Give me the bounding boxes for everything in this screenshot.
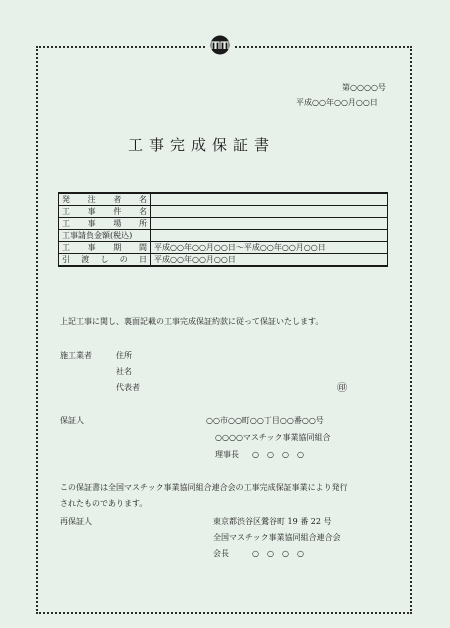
contractor-company-label: 社名 bbox=[116, 367, 132, 376]
guarantor-org: ○○○○マスチック事業協同組合 bbox=[215, 433, 331, 442]
table-row bbox=[59, 206, 388, 218]
reguarantor-heading: 再保証人 bbox=[60, 517, 92, 526]
table-row bbox=[59, 254, 388, 267]
contractor-heading: 施工業者 bbox=[60, 351, 92, 360]
row-label: 工事期間 bbox=[59, 242, 151, 254]
document-date: 平成○○年○○月○○日 bbox=[296, 98, 378, 107]
table-row bbox=[59, 230, 388, 242]
row-label: 発注者名 bbox=[59, 193, 151, 206]
row-label: 引渡しの日 bbox=[59, 254, 151, 267]
row-value: 平成○○年○○月○○日 bbox=[151, 254, 388, 267]
reguarantor-address: 東京都渋谷区鶯谷町 19 番 22 号 bbox=[213, 517, 332, 526]
row-label: 工事場所 bbox=[59, 218, 151, 230]
row-value bbox=[151, 218, 388, 230]
row-label: 工事請負金額(税込) bbox=[59, 230, 151, 242]
reguarantor-chair-label: 会長 bbox=[213, 549, 229, 558]
row-value bbox=[151, 206, 388, 218]
contractor-rep-label: 代表者 bbox=[116, 383, 140, 392]
table-row bbox=[59, 218, 388, 230]
issuance-note-line1: この保証書は全国マスチック事業協同組合連合会の工事完成保証事業により発行 bbox=[60, 483, 348, 492]
row-value: 平成○○年○○月○○日～平成○○年○○月○○日 bbox=[151, 242, 388, 254]
reguarantor-org: 全国マスチック事業協同組合連合会 bbox=[213, 533, 341, 542]
guarantor-address: ○○市○○町○○丁目○○番○○号 bbox=[206, 416, 324, 425]
seal-mark: ㊞ bbox=[337, 383, 347, 394]
table-row bbox=[59, 242, 388, 254]
association-logo bbox=[205, 34, 235, 56]
logo-icon bbox=[206, 35, 234, 55]
contractor-address-label: 住所 bbox=[116, 351, 132, 360]
table-row bbox=[59, 193, 388, 206]
document-number: 第○○○○号 bbox=[342, 83, 386, 92]
contract-info-table bbox=[58, 192, 388, 267]
guarantee-statement: 上記工事に関し、裏面記載の工事完成保証約款に従って保証いたします。 bbox=[60, 317, 324, 326]
row-label: 工事件名 bbox=[59, 206, 151, 218]
page-title: 工事完成保証書 bbox=[128, 136, 276, 154]
reguarantor-chair-name: ○ ○ ○ ○ bbox=[252, 549, 304, 558]
guarantor-chief-name: ○ ○ ○ ○ bbox=[252, 450, 304, 459]
guarantor-chief-label: 理事長 bbox=[215, 450, 239, 459]
dotted-border-frame bbox=[36, 46, 412, 614]
guarantor-heading: 保証人 bbox=[60, 416, 84, 425]
issuance-note-line2: されたものであります。 bbox=[60, 499, 148, 508]
row-value bbox=[151, 230, 388, 242]
row-value bbox=[151, 193, 388, 206]
